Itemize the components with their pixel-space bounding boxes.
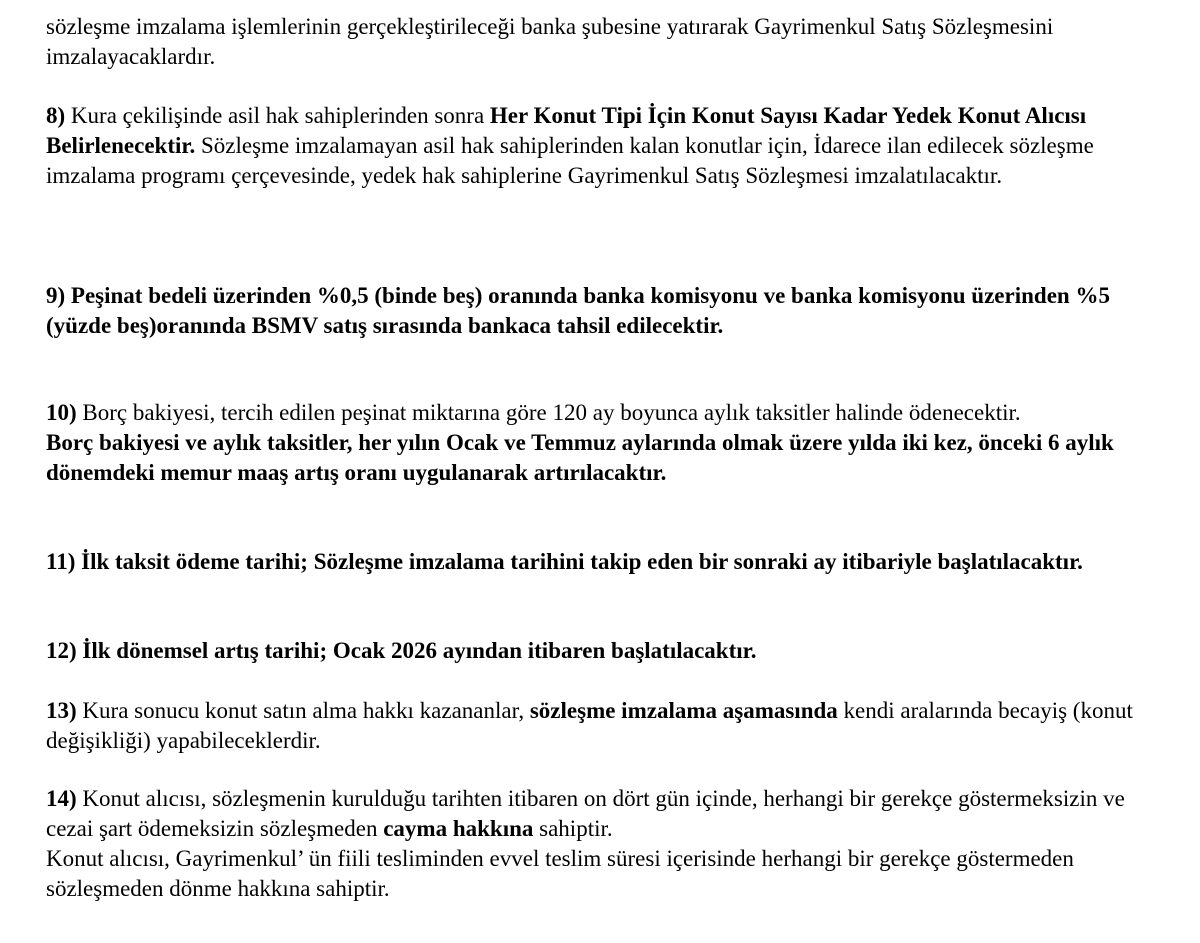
paragraph-text: Borç bakiyesi, tercih edilen peşinat miktarına göre 120 ay boyunca aylık taksitler halinde ödenecektir.	[76, 400, 1021, 425]
paragraph-8	[46, 101, 1158, 191]
paragraph-text: Konut alıcısı, Gayrimenkul’ ün fiili tesliminden evvel teslim süresi içerisinde herhangi bir gerekçe göstermeden sözleşmeden dönme hakkına sahiptir.	[46, 846, 1074, 901]
paragraph-text: kendi aralarında becayiş (konut değişikliği) yapabileceklerdir.	[46, 698, 1133, 753]
paragraph-continuation	[46, 12, 1158, 72]
bold-text: Borç bakiyesi ve aylık taksitler, her yılın Ocak ve Temmuz aylarında olmak üzere yılda iki kez, önceki 6 aylık dönemdeki memur maaş artış oranı uygulanarak artırılacaktır.	[46, 430, 1114, 485]
paragraph-13	[46, 696, 1158, 756]
paragraph-10	[46, 398, 1158, 488]
bold-text: Her Konut Tipi İçin Konut Sayısı Kadar Yedek Konut Alıcısı Belirlenecektir.	[46, 103, 1087, 158]
paragraph-text: sözleşme imzalama işlemlerinin gerçekleştirileceği banka şubesine yatırarak Gayrimenkul Satış Sözleşmesini imzalayacaklardır.	[46, 14, 1054, 69]
bold-text: cayma hakkına	[383, 816, 534, 841]
paragraph-text: Kura sonucu konut satın alma hakkı kazananlar,	[76, 698, 530, 723]
paragraph-12	[46, 636, 1158, 666]
item-number: 10)	[46, 400, 77, 425]
bold-text: 11) İlk taksit ödeme tarihi; Sözleşme imzalama tarihini takip eden bir sonraki ay itibariyle başlatılacaktır.	[46, 549, 1083, 574]
item-number: 8)	[46, 103, 66, 128]
paragraph-text: sahiptir.	[533, 816, 613, 841]
item-number: 13)	[46, 698, 77, 723]
paragraph-text: Kura çekilişinde asil hak sahiplerinden sonra	[65, 103, 490, 128]
paragraph-11	[46, 547, 1158, 577]
paragraph-14	[46, 784, 1158, 904]
paragraph-text: Sözleşme imzalamayan asil hak sahiplerinden kalan konutlar için, İdarece ilan edilecek sözleşme imzalama programı çerçevesinde, yedek hak sahiplerine Gayrimenkul Satış Sözleşmesi imzalatılacaktır.	[46, 133, 1094, 188]
bold-text: 12) İlk dönemsel artış tarihi; Ocak 2026 ayından itibaren başlatılacaktır.	[46, 638, 757, 663]
paragraph-text: Konut alıcısı, sözleşmenin kurulduğu tarihten itibaren on dört gün içinde, herhangi bir gerekçe göstermeksizin ve cezai şart ödemeksizin sözleşmeden	[46, 786, 1125, 841]
item-number: 14)	[46, 786, 77, 811]
bold-text: 9) Peşinat bedeli üzerinden %0,5 (binde beş) oranında banka komisyonu ve banka komisyonu üzerinden %5 (yüzde beş)oranında BSMV satış sırasında bankaca tahsil edilecektir.	[46, 283, 1110, 338]
bold-text: sözleşme imzalama aşamasında	[529, 698, 838, 723]
paragraph-9	[46, 281, 1158, 341]
